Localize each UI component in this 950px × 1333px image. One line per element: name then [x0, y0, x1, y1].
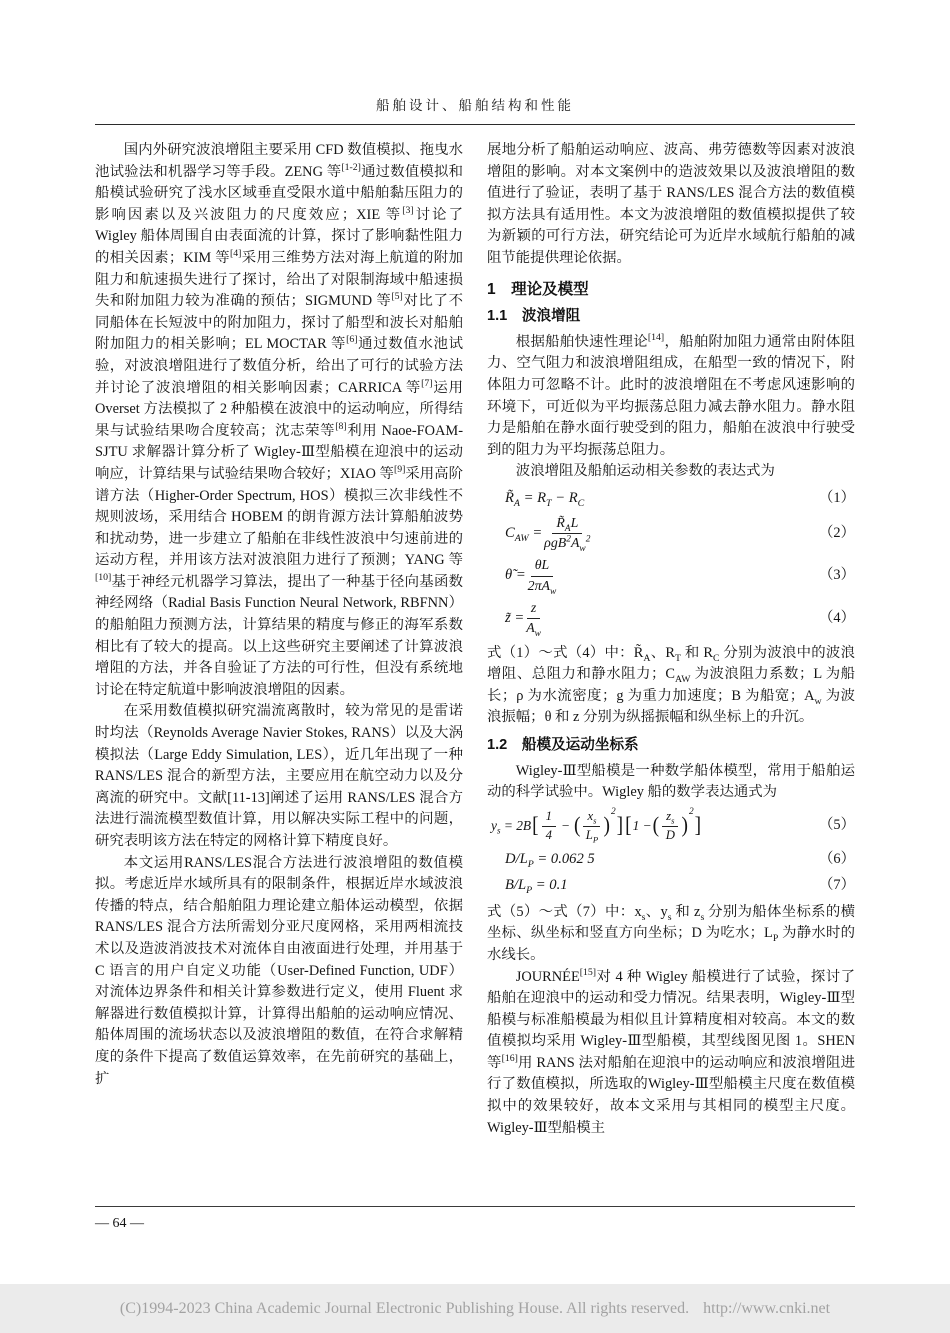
equation-6	[487, 849, 855, 871]
equation-7	[487, 875, 855, 897]
section-1-heading: 1 理论及模型	[487, 280, 589, 298]
equation-2	[487, 515, 855, 553]
right-bracket: ]	[616, 813, 624, 838]
paragraph-symbols-eq5-7: 式（5）～式（7）中：$x_s$、$y_s$ 和 $z_s$ 分别为船体坐标系的横坐标、纵坐标和竖直方向坐标；D 为吃水；$L_P$ 为静水时的水线长。	[487, 903, 855, 963]
equation-2-body: $C_{AW}$ = $\frac{R̃_AL}{\rho gB^2A_w^2}$	[505, 515, 591, 554]
fraction: $\frac{z}{A_w}$	[526, 600, 541, 639]
equation-5-number: （5）	[819, 817, 855, 834]
fraction: $\frac{\theta L}{2\pi A_w}$	[527, 558, 557, 597]
right-paren: )	[603, 813, 610, 838]
equation-1-body: $R̃_A = R_T - R_C$	[505, 489, 585, 509]
equation-3-body: θ̃ = $\frac{\theta L}{2\pi A_w}$	[505, 558, 557, 597]
left-paren: (	[573, 813, 581, 838]
one-minus: 1 −	[632, 818, 652, 834]
left-paren: (	[652, 813, 660, 838]
equation-3	[487, 557, 855, 595]
fraction: $\frac{z_s}{D}$	[662, 809, 678, 844]
running-head-title: 船舶设计、船舶结构和性能	[376, 98, 574, 113]
cnki-url[interactable]: http://www.cnki.net	[703, 1299, 831, 1317]
copyright-bar	[0, 1284, 950, 1333]
equation-2-number: （2）	[819, 524, 855, 541]
right-paren: )	[681, 813, 688, 838]
fraction: $\frac{x_s}{L_P}$	[583, 809, 600, 844]
left-bracket: [	[532, 813, 539, 838]
paragraph-journee-shen: JOURNÉE[15]对 4 种 Wigley 船模进行了试验，探讨了船舶在迎浪中的运动和受力情况。结果表明，Wigley-Ⅲ型船模与标准船模最为相似且计算精度相对较高。本文的数值模拟均采用 Wigley-Ⅲ型船模，其型线图见图 1。SHEN 等[16]用 RANS 法对船舶在迎浪中的运动响应和波浪增阻进行了数值模拟，所选取的Wigley-Ⅲ型船模主尺度在数值模拟中的效果较好，故本文采用与其相同的模型主尺度。Wigley-Ⅲ型船模主	[487, 966, 855, 1136]
fraction: $\frac{R̃_AL}{\rho gB^2A_w^2}$	[544, 515, 591, 554]
equation-4-body: z̃ = $\frac{z}{A_w}$	[505, 600, 541, 639]
section-1-2-heading: 1.2 船模及运动坐标系	[487, 736, 639, 753]
equation-1	[487, 488, 855, 510]
page-content	[95, 140, 855, 1208]
equation-6-body: $D/L_P = 0.062$ 5	[505, 850, 595, 870]
paragraph-literature-review: 国内外研究波浪增阻主要采用 CFD 数值模拟、拖曳水池试验法和机器学习等手段。ZENG 等[1-2]通过数值模拟和船模试验研究了浅水区域垂直受限水道中船舶黏压阻力的影响因素以及兴波阻力的尺度效应；XIE 等[3]讨论了 Wigley 船体周围自由表面流的计算，探讨了影响黏性阻力的相关因素；KIM 等[4]采用三维势方法对海上航道的附加阻力和航速损失进行了探讨，给出了对限制海域中船速损失和附加阻力较为准确的预估；SIGMUND 等[5]对比了不同船体在长短波中的附加阻力，探讨了船型和波长对船舶附加阻力的相关影响；EL MOCTAR 等[6]通过数值水池试验，对波浪增阻进行了数值分析，给出了可行的试验方法并讨论了波浪增阻的相关影响因素；CARRICA 等[7]运用 Overset 方法模拟了 2 种船模在波浪中的运动响应，所得结果与试验结果吻合度较高；沈志荣等[8]利用 Naoe-FOAM-SJTU 求解器计算分析了 Wigley-Ⅲ型船模在迎浪中的运动响应，计算结果与试验结果吻合较好；XIAO 等[9]采用高阶谱方法（Higher-Order Spectrum, HOS）模拟三次非线性不规则波场，采用结合 HOBEM 的朗肯源方法计算船舶波势和扰动势，进一步建立了船舶在非线性波浪中匀速前进的运动方程，并用该方法对波浪阻力进行了预测；YANG 等[10]基于神经元机器学习算法，提出了一种基于径向基函数神经网络（Radial Basis Function Neural Network, RBFNN）的船舶阻力预测方法，计算结果的精度与修正的海军系数相比有了较大的提高。以上这些研究主要阐述了计算波浪增阻的方法，并各自验证了方法的可行性，但没有系统地讨论在特定航道中影响波浪增阻的因素。	[95, 142, 463, 698]
equation-4-number: （4）	[819, 609, 855, 626]
page-footer	[95, 1206, 855, 1232]
equation-7-number: （7）	[819, 877, 855, 894]
left-column	[95, 140, 463, 1208]
page-number: — 64 —	[95, 1216, 144, 1231]
paragraph-added-resistance-theory: 根据船舶快速性理论[14]，船舶附加阻力通常由附体阻力、空气阻力和波浪增阻组成，在船型一致的情况下，附体阻力可忽略不计。此时的波浪增阻在不考虑风速影响的环境下，可近似为平均振荡总阻力减去静水阻力。静水阻力是船舶在静水面行驶受到的阻力，船舶在波浪中行驶受到的阻力为平均振荡总阻力。	[487, 331, 855, 458]
running-head	[95, 94, 855, 125]
equation-7-body: $B/L_P = 0.1$	[505, 877, 568, 897]
section-1-1-heading: 1.1 波浪增阻	[487, 308, 581, 325]
fraction: $\frac{1}{4}$	[542, 809, 556, 844]
right-bracket: ]	[694, 813, 702, 838]
paragraph-wigley-intro: Wigley-Ⅲ型船模是一种数学船体模型，常用于船舶运动的科学试验中。Wigley 船的数学表达通式为	[487, 762, 855, 801]
equation-5-body: $y_s = 2B$ [ $\frac{1}{4}$ − ( $\frac{x_s}{L_P}$ ) 2 ] [ 1 − ( $\frac{z_s}{D}$ ) 2 ]	[491, 806, 702, 845]
equation-4	[487, 600, 855, 638]
paragraph-expression-intro: 波浪增阻及船舶运动相关参数的表达式为	[515, 463, 775, 480]
right-column	[487, 140, 855, 1208]
minus-operator: −	[560, 818, 570, 834]
paragraph-turbulence-methods: 在采用数值模拟研究湍流离散时，较为常见的是雷诺时均法（Reynolds Average Navier Stokes, RANS）以及大涡模拟法（Large Eddy Simulation, LES），近几年出现了一种 RANS/LES 混合的新型方法，主要应用在航空动力以及分离流的研究中。文献[11-13]阐述了运用 RANS/LES 混合方法进行湍流模型数值计算，用以解决实际工程中的问题，研究表明该方法在特定的网格计算下精度良好。	[95, 703, 463, 849]
equation-1-number: （1）	[819, 489, 855, 506]
left-bracket: [	[625, 813, 632, 838]
equation-3-number: （3）	[819, 567, 855, 584]
paragraph-present-work: 本文运用RANS/LES混合方法进行波浪增阻的数值模拟。考虑近岸水域所具有的限制条件，根据近岸水域波浪传播的特点，结合船舶阻力理论建立船体运动模型，依据 RANS/LES 混合方法所需划分亚尺度网格，采用两相流技术以及造波消波技术对流体自由液面进行处理，并用基于 C 语言的用户自定义功能（User-Defined Function, UDF）对流体边界条件和相关计算参数进行定义，使用 Fluent 求解器进行数值模拟计算，计算得出船舶的运动响应情况、船体周围的流场状态以及波浪增阻的数值，在符合求解精度的条件下提高了数值运算效率，在先前研究的基础上，扩	[95, 854, 463, 1087]
paragraph-continuation: 展地分析了船舶运动响应、波高、弗劳德数等因素对波浪增阻的影响。对本文案例中的造波效果以及波浪增阻的数值进行了验证，表明了基于 RANS/LES 混合方法的数值模拟方法具有适用性。本文为波浪增阻的数值模拟提供了较为新颖的可行方法，研究结论可为近岸水域航行船舶的减阻节能提供理论依据。	[487, 142, 855, 266]
copyright-text: (C)1994-2023 China Academic Journal Electronic Publishing House. All rights reserved.	[119, 1299, 690, 1317]
paragraph-symbols-eq1-4: 式（1）～式（4）中：$R̃_A$、$R_T$ 和 $R_C$ 分别为波浪中的波浪增阻、总阻力和静水阻力；$C_{AW}$ 为波浪阻力系数；L 为船长；ρ 为水流密度；g 为重力加速度；B 为船宽；$A_w$ 为波浪振幅；θ 和 z 分别为纵摇振幅和纵坐标上的升沉。	[487, 644, 855, 726]
equation-5	[487, 806, 855, 845]
equation-6-number: （6）	[819, 850, 855, 867]
